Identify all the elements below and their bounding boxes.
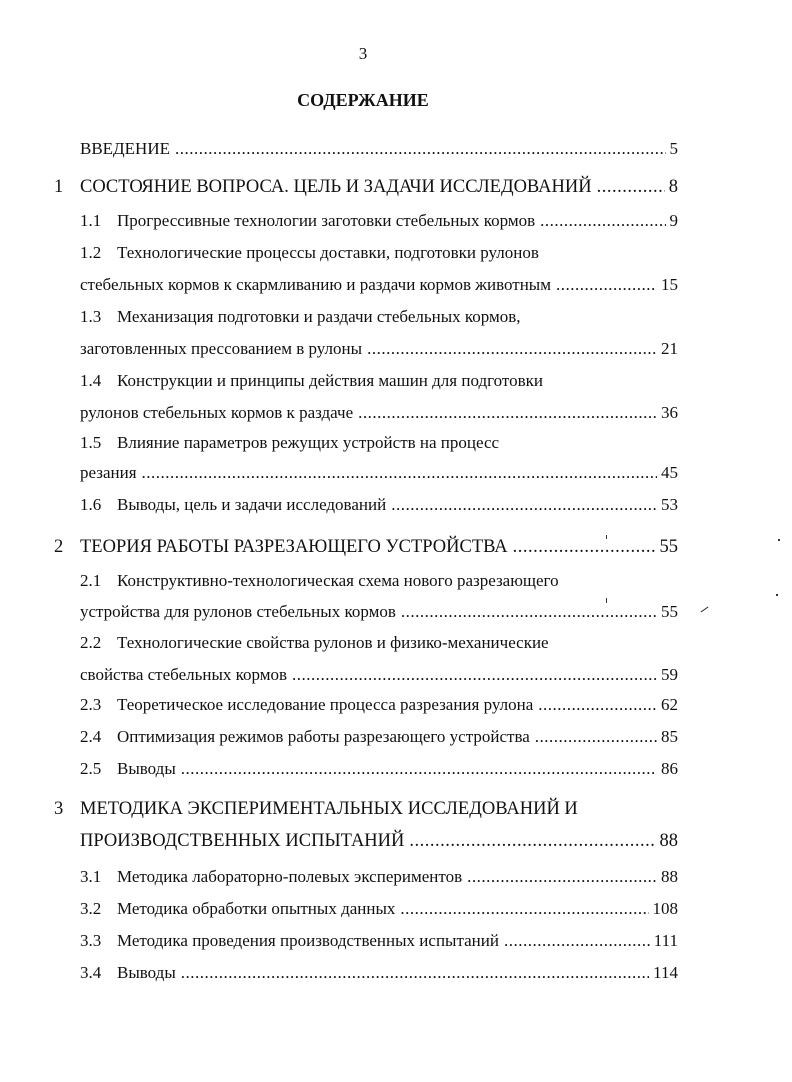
section-title: Прогрессивные технологии заготовки стебельных кормов	[117, 211, 536, 230]
toc-entry-section-2-2	[80, 632, 549, 654]
section-number: 2.1	[80, 571, 102, 590]
section-number: 3.3	[80, 931, 102, 950]
intro-page: 5	[669, 139, 678, 158]
chapter-title-cont: ПРОИЗВОДСТВЕННЫХ ИСПЫТАНИЙ	[80, 831, 405, 851]
toc-entry-section-2-1-cont	[80, 601, 678, 623]
section-number: 2.2	[80, 633, 102, 652]
section-title: Методика проведения производственных испытаний	[117, 931, 499, 950]
toc-entry-section-1-1	[80, 210, 678, 232]
section-title: Технологические свойства рулонов и физико-механические	[117, 633, 549, 652]
section-page: 86	[661, 759, 678, 778]
dot-leader	[467, 866, 657, 888]
section-number: 3.4	[80, 963, 102, 982]
section-page: 62	[661, 695, 678, 714]
toc-entry-section-3-4	[80, 962, 678, 984]
section-page: 114	[653, 963, 678, 982]
toc-entry-chapter-1	[80, 176, 678, 198]
dot-leader	[142, 462, 657, 484]
section-title: Методика обработки опытных данных	[117, 899, 396, 918]
toc-entry-section-1-2-cont	[80, 274, 678, 296]
toc-entry-section-1-4-cont	[80, 402, 678, 424]
toc-entry-chapter-3-cont	[80, 830, 678, 852]
toc-entry-section-2-3	[80, 694, 678, 716]
section-number: 2.3	[80, 695, 102, 714]
dot-leader	[513, 536, 656, 558]
section-title: Влияние параметров режущих устройств на процесс	[117, 433, 500, 452]
dot-leader	[175, 138, 666, 160]
dot-leader	[181, 962, 649, 984]
section-number: 2.5	[80, 759, 102, 778]
dot-leader	[597, 176, 665, 198]
toc-entry-section-1-4	[80, 370, 543, 392]
section-page: 53	[661, 495, 678, 514]
section-page: 59	[661, 665, 678, 684]
dot-leader	[540, 210, 665, 232]
section-number: 3.1	[80, 867, 102, 886]
page-number: 3	[358, 44, 368, 63]
toc-entry-section-1-3-cont	[80, 338, 678, 360]
dot-leader	[292, 664, 657, 686]
toc-entry-section-1-2	[80, 242, 539, 264]
section-title: Конструктивно-технологическая схема нового разрезающего	[117, 571, 559, 590]
section-title-cont: резания	[80, 463, 137, 482]
dot-leader	[409, 830, 655, 852]
dot-leader	[538, 694, 657, 716]
section-title: Выводы	[117, 963, 176, 982]
scan-speck	[606, 598, 607, 603]
section-title: Выводы	[117, 759, 176, 778]
section-number: 2.4	[80, 727, 102, 746]
section-title-cont: устройства для рулонов стебельных кормов	[80, 602, 396, 621]
toc-entry-section-2-4	[80, 726, 678, 748]
toc-entry-section-3-1	[80, 866, 678, 888]
dot-leader	[401, 601, 657, 623]
section-page: 21	[661, 339, 678, 358]
section-page: 36	[661, 403, 678, 422]
dot-leader	[181, 758, 657, 780]
dot-leader	[556, 274, 657, 296]
section-page: 88	[661, 867, 678, 886]
chapter-page: 88	[659, 831, 678, 851]
section-title-cont: стебельных кормов к скармливанию и раздачи кормов животным	[80, 275, 551, 294]
section-number: 1.4	[80, 371, 102, 390]
dot-leader	[400, 898, 648, 920]
chapter-number: 1	[54, 177, 64, 197]
section-title: Методика лабораторно-полевых экспериментов	[117, 867, 463, 886]
section-page: 55	[661, 602, 678, 621]
section-page: 108	[652, 899, 678, 918]
section-page: 85	[661, 727, 678, 746]
section-title-cont: рулонов стебельных кормов к раздаче	[80, 403, 354, 422]
section-number: 1.6	[80, 495, 102, 514]
toc-entry-section-1-3	[80, 306, 521, 328]
chapter-number: 2	[54, 537, 64, 557]
section-title: Механизация подготовки и раздачи стебельных кормов,	[117, 307, 521, 326]
chapter-page: 55	[659, 537, 678, 557]
toc-entry-section-3-3	[80, 930, 678, 952]
toc-entry-section-1-5	[80, 432, 499, 454]
scan-speck	[778, 539, 780, 541]
section-number: 1.3	[80, 307, 102, 326]
scan-speck	[701, 607, 709, 613]
toc-entry-section-2-1	[80, 570, 559, 592]
intro-label: ВВЕДЕНИЕ	[80, 139, 170, 158]
section-number: 1.1	[80, 211, 102, 230]
chapter-title: СОСТОЯНИЕ ВОПРОСА. ЦЕЛЬ И ЗАДАЧИ ИССЛЕДОВАНИЙ	[80, 177, 592, 197]
section-page: 9	[669, 211, 678, 230]
dot-leader	[358, 402, 657, 424]
section-page: 111	[653, 931, 678, 950]
dot-leader	[391, 494, 657, 516]
section-page: 15	[661, 275, 678, 294]
section-title: Оптимизация режимов работы разрезающего устройства	[117, 727, 530, 746]
dot-leader	[504, 930, 650, 952]
section-title: Технологические процессы доставки, подготовки рулонов	[117, 243, 539, 262]
toc-title: СОДЕРЖАНИЕ	[297, 90, 429, 110]
section-title-cont: свойства стебельных кормов	[80, 665, 288, 684]
toc-entry-section-1-5-cont	[80, 462, 678, 484]
toc-entry-section-2-5	[80, 758, 678, 780]
section-number: 1.2	[80, 243, 102, 262]
scan-speck	[606, 535, 607, 539]
chapter-title: ТЕОРИЯ РАБОТЫ РАЗРЕЗАЮЩЕГО УСТРОЙСТВА	[80, 537, 508, 557]
section-number: 1.5	[80, 433, 102, 452]
section-page: 45	[661, 463, 678, 482]
scan-speck	[776, 594, 778, 596]
chapter-title: МЕТОДИКА ЭКСПЕРИМЕНТАЛЬНЫХ ИССЛЕДОВАНИЙ И	[80, 799, 578, 819]
toc-entry-chapter-2	[80, 536, 678, 558]
chapter-page: 8	[668, 177, 678, 197]
dot-leader	[367, 338, 657, 360]
section-title: Выводы, цель и задачи исследований	[117, 495, 387, 514]
section-number: 3.2	[80, 899, 102, 918]
toc-entry-section-2-2-cont	[80, 664, 678, 686]
toc-entry-intro	[80, 138, 678, 160]
toc-entry-section-1-6	[80, 494, 678, 516]
section-title-cont: заготовленных прессованием в рулоны	[80, 339, 363, 358]
chapter-number: 3	[54, 799, 64, 819]
section-title: Конструкции и принципы действия машин для подготовки	[117, 371, 544, 390]
toc-entry-section-3-2	[80, 898, 678, 920]
dot-leader	[535, 726, 657, 748]
section-title: Теоретическое исследование процесса разрезания рулона	[117, 695, 534, 714]
